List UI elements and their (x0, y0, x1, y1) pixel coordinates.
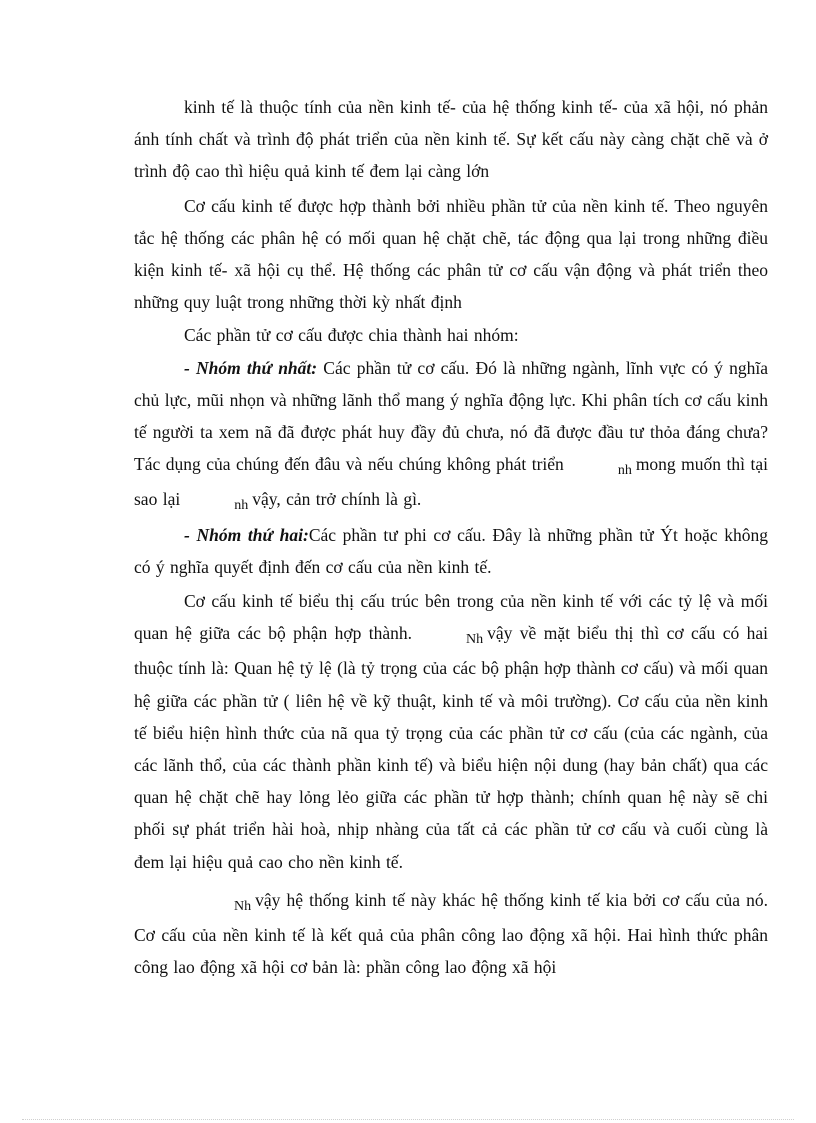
paragraph-6-text-b: vậy về mặt biểu thị thì cơ cấu có hai thuộc tính là: Quan hệ tỷ lệ (là tỷ trọng của các bộ phận hợp thành cơ cấu) và mối quan hệ giữa các phần tử ( liên hệ về kỹ thuật, kinh tế và môi trường). Cơ cấu của nền kinh tế biểu hiện hình thức của nã qua tỷ trọng của các phần tử cơ cấu (của các ngành, của các lãnh thổ, của các thành phần kinh tế) và biểu hiện nội dung (hay bản chất) qua các quan hệ chặt chẽ hay lỏng lẻo giữa các phần tử hợp thành; chính quan hệ này sẽ chi phối sự phát triển hài hoà, nhịp nhàng của tất cả các phần tử cơ cấu và cuối cùng là đem lại hiệu quả cao cho nền kinh tế. (134, 623, 768, 872)
group-1-text-a: Các phần tử cơ cấu. Đó là những ngành, lĩnh vực có ý nghĩa chủ lực, mũi nhọn và những lãnh thổ mang ý nghĩa động lực. Khi phân tích cơ cấu kinh tế người ta xem nã đã được phát huy đầy đủ chưa, nó đã được đầu tư thỏa đáng chưa? Tác dụng của chúng đến đâu và nếu chúng không phát triển (134, 357, 768, 475)
paragraph-3 (134, 319, 768, 351)
group-2-text: Các phần tư phi cơ cấu. Đây là những phần tử Ýt hoặc không có ý nghĩa quyết định đến cơ cấu của nền kinh tế. (134, 524, 768, 577)
paragraph-group-1 (134, 352, 768, 519)
paragraph-3-text: Các phần tử cơ cấu được chia thành hai nhóm: (184, 325, 519, 346)
paragraph-7-nh: Nh (234, 898, 252, 914)
paragraph-2-text: Cơ cấu kinh tế được hợp thành bởi nhiều phần tử của nền kinh tế. Theo nguyên tắc hệ thống các phân hệ có mối quan hệ chặt chẽ, tác động qua lại trong những điều kiện kinh tế- xã hội cụ thể. Hệ thống các phân tử cơ cấu vận động và phát triển theo những quy luật trong những thời kỳ nhất định (134, 195, 768, 313)
group-1-nh-2: nh (234, 498, 249, 514)
paragraph-6-nh: Nh (466, 632, 484, 648)
paragraph-7 (134, 884, 768, 984)
paragraph-1 (134, 91, 768, 188)
paragraph-1-text: kinh tế là thuộc tính của nền kinh tế- của hệ thống kinh tế- của xã hội, nó phản ánh tính chất và trình độ phát triển của nền kinh tế. Sự kết cấu này càng chặt chẽ và ở trình độ cao thì hiệu quả kinh tế đem lại càng lớn (134, 97, 768, 182)
page-bottom-rule (22, 1119, 794, 1120)
paragraph-6 (134, 585, 768, 878)
group-1-nh-1: nh (617, 463, 632, 479)
group-1-label: - Nhóm thứ nhất: (184, 357, 318, 378)
paragraph-group-2 (134, 519, 768, 583)
body-text (134, 91, 768, 983)
paragraph-7-text: vậy hệ thống kinh tế này khác hệ thống kinh tế kia bởi cơ cấu của nó. Cơ cấu của nền kinh tế là kết quả của phân công lao động xã hội. Hai hình thức phân công lao động xã hội cơ bản là: phần công lao động xã hội (134, 889, 768, 978)
group-2-label: - Nhóm thứ hai: (184, 524, 309, 545)
group-1-text-c: vậy, cản trở chính là gì. (252, 489, 422, 510)
paragraph-2 (134, 190, 768, 319)
group-1-text-b: mong muốn thì tại sao lại (134, 454, 768, 510)
paragraph-6-text-a: Cơ cấu kinh tế biểu thị cấu trúc bên trong của nền kinh tế với các tỷ lệ và mối quan hệ giữa các bộ phận hợp thành. (134, 591, 768, 644)
